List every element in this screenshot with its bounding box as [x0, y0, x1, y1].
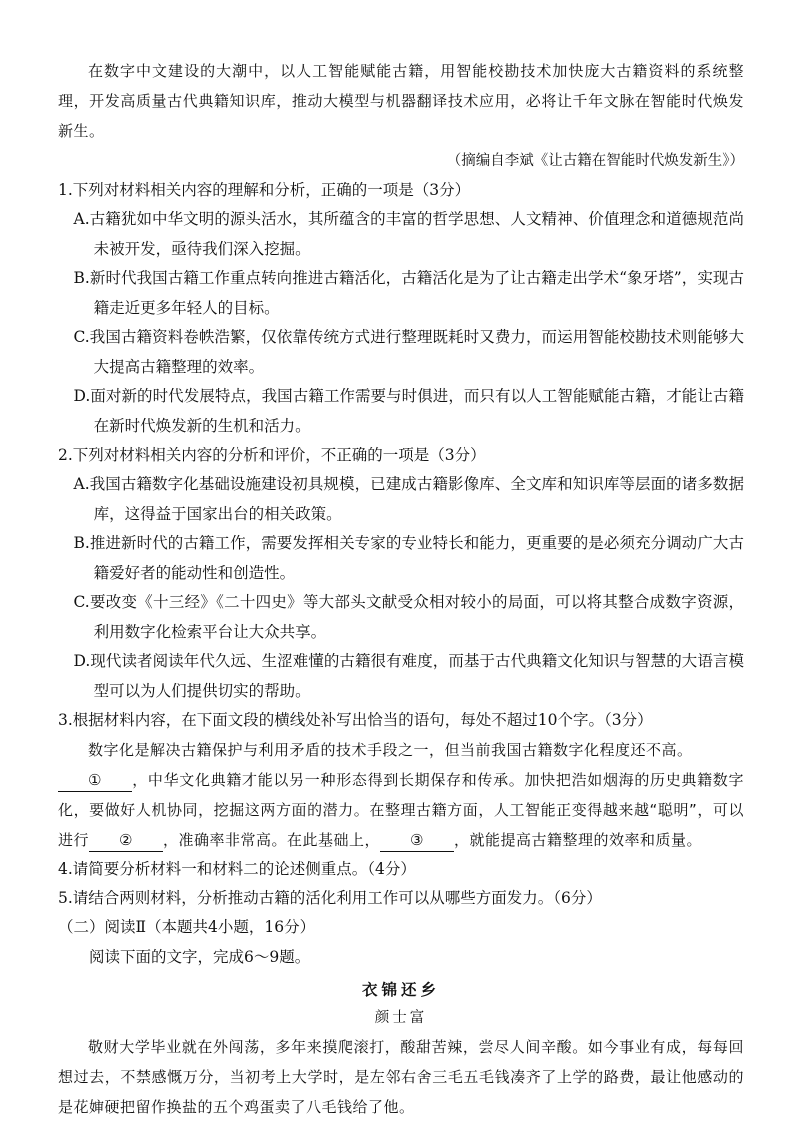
question-2-option-c: C.要改变《十三经》《二十四史》等大部头文献受众相对较小的局面，可以将其整合成数字资源，利用数字化检索平台让大众共享。 — [73, 593, 744, 641]
section-2-header: （二）阅读Ⅱ（本题共4小题，16分） — [58, 918, 316, 936]
question-1-option-b: B.新时代我国古籍工作重点转向推进古籍活化，古籍活化是为了让古籍走出学术“象牙塔”，实现古籍走近更多年轻人的目标。 — [73, 269, 744, 317]
question-2-option-d: D.现代读者阅读年代久远、生涩难懂的古籍很有难度，而基于古代典籍文化知识与智慧的大语言模型可以为人们提供切实的帮助。 — [73, 652, 744, 700]
question-2-option-a: A.我国古籍数字化基础设施建设初具规模，已建成古籍影像库、全文库和知识库等层面的诸多数据库，这得益于国家出台的相关政策。 — [73, 475, 744, 523]
question-3-passage — [58, 735, 744, 855]
story-author: 颜士富 — [374, 1010, 428, 1026]
question-3-text-3: ，准确率非常高。在此基础上， — [163, 831, 381, 849]
question-3-text-2: ，中华文化典籍才能以另一种形态得到长期保存和传承。加快把浩如烟海的历史典籍数字化，要做好人机协同，挖掘这两方面的潜力。在整理古籍方面，人工智能正变得越来越“聪明”，可以进行 — [58, 771, 744, 849]
question-1-option-a: A.古籍犹如中华文明的源头活水，其所蕴含的丰富的哲学思想、人文精神、价值理念和道德规范尚未被开发，亟待我们深入挖掘。 — [73, 210, 744, 258]
answer-blank-1[interactable]: ① — [58, 769, 132, 792]
intro-source: （摘编自李斌《让古籍在智能时代焕发新生》） — [446, 153, 744, 169]
answer-blank-2[interactable]: ② — [89, 829, 163, 852]
section-2-instruction: 阅读下面的文字，完成6～9题。 — [89, 947, 311, 966]
intro-paragraph: 在数字中文建设的大潮中，以人工智能赋能古籍，用智能校勘技术加快庞大古籍资料的系统整理，开发高质量古代典籍知识库，推动大模型与机器翻译技术应用，必将让千年文脉在智能时代焕发新生。 — [58, 62, 744, 140]
answer-blank-3[interactable]: ③ — [380, 829, 454, 852]
story-title: 衣锦还乡 — [361, 981, 440, 999]
story-paragraph: 敬财大学毕业就在外闯荡，多年来摸爬滚打，酸甜苦辣，尝尽人间辛酸。如今事业有成，每每回想过去，不禁感慨万分，当初考上大学时，是左邻右舍三毛五毛钱凑齐了上学的路费，最让他感动的是花婶硬把留作换盐的五个鸡蛋卖了八毛钱给了他。 — [58, 1038, 744, 1116]
question-4: 4.请简要分析材料一和材料二的论述侧重点。（4分） — [58, 860, 416, 878]
question-1-option-d: D.面对新的时代发展特点，我国古籍工作需要与时俱进，而只有以人工智能赋能古籍，才能让古籍在新时代焕发新的生机和活力。 — [73, 387, 744, 435]
question-3-stem: 3.根据材料内容，在下面文段的横线处补写出恰当的语句，每处不超过10个字。（3分） — [58, 711, 653, 729]
question-3-text-4: ，就能提高古籍整理的效率和质量。 — [454, 831, 703, 849]
question-5: 5.请结合两则材料，分析推动古籍的活化利用工作可以从哪些方面发力。（6分） — [58, 889, 602, 907]
question-1-stem: 1.下列对材料相关内容的理解和分析，正确的一项是（3分） — [58, 181, 471, 199]
question-1-option-c: C.我国古籍资料卷帙浩繁，仅依靠传统方式进行整理既耗时又费力，而运用智能校勘技术则能够大大提高古籍整理的效率。 — [73, 328, 744, 376]
question-2-stem: 2.下列对材料相关内容的分析和评价，不正确的一项是（3分） — [58, 446, 486, 464]
question-3-text-1: 数字化是解决古籍保护与利用矛盾的技术手段之一，但当前我国古籍数字化程度还不高。 — [88, 741, 693, 759]
question-2-option-b: B.推进新时代的古籍工作，需要发挥相关专家的专业特长和能力，更重要的是必须充分调动广大古籍爱好者的能动性和创造性。 — [73, 534, 744, 582]
